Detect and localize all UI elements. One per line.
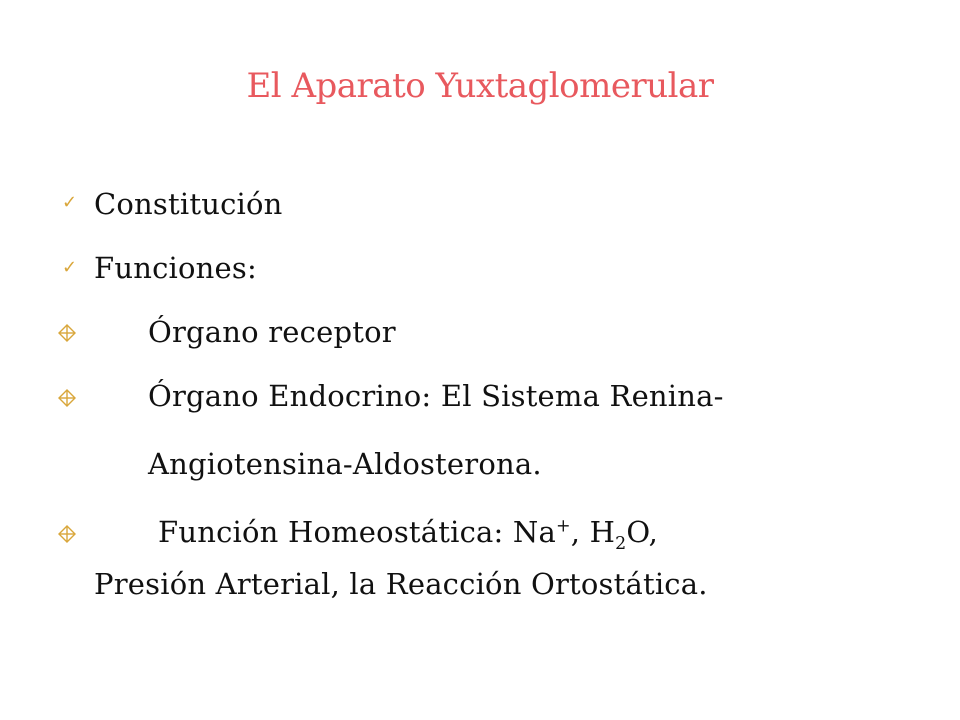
diamond-cross-icon [58,389,76,407]
funcion-text-3: O, [626,515,659,549]
water-subscript: 2 [615,533,627,554]
bullet-constitucion: Constitución [94,187,283,221]
funcion-text-2: , H [570,515,616,549]
bullet-funcion-homeostatica [158,515,659,554]
bullet-organo-receptor: Órgano receptor [148,315,396,349]
bullet-organo-endocrino: Órgano Endocrino: El Sistema Renina- [148,379,724,413]
sodium-charge: + [555,516,571,537]
bullet-organo-endocrino-continuation: Angiotensina-Aldosterona. [148,447,542,481]
diamond-cross-icon [58,525,76,543]
check-icon: ✓ [62,257,78,278]
slide-title: El Aparato Yuxtaglomerular [246,66,714,106]
funcion-text: Función Homeostática: Na [158,515,556,549]
check-icon: ✓ [62,192,78,213]
bullet-funcion-homeostatica-continuation: Presión Arterial, la Reacción Ortostática. [94,567,708,601]
diamond-cross-icon [58,324,76,342]
bullet-funciones: Funciones: [94,251,257,285]
